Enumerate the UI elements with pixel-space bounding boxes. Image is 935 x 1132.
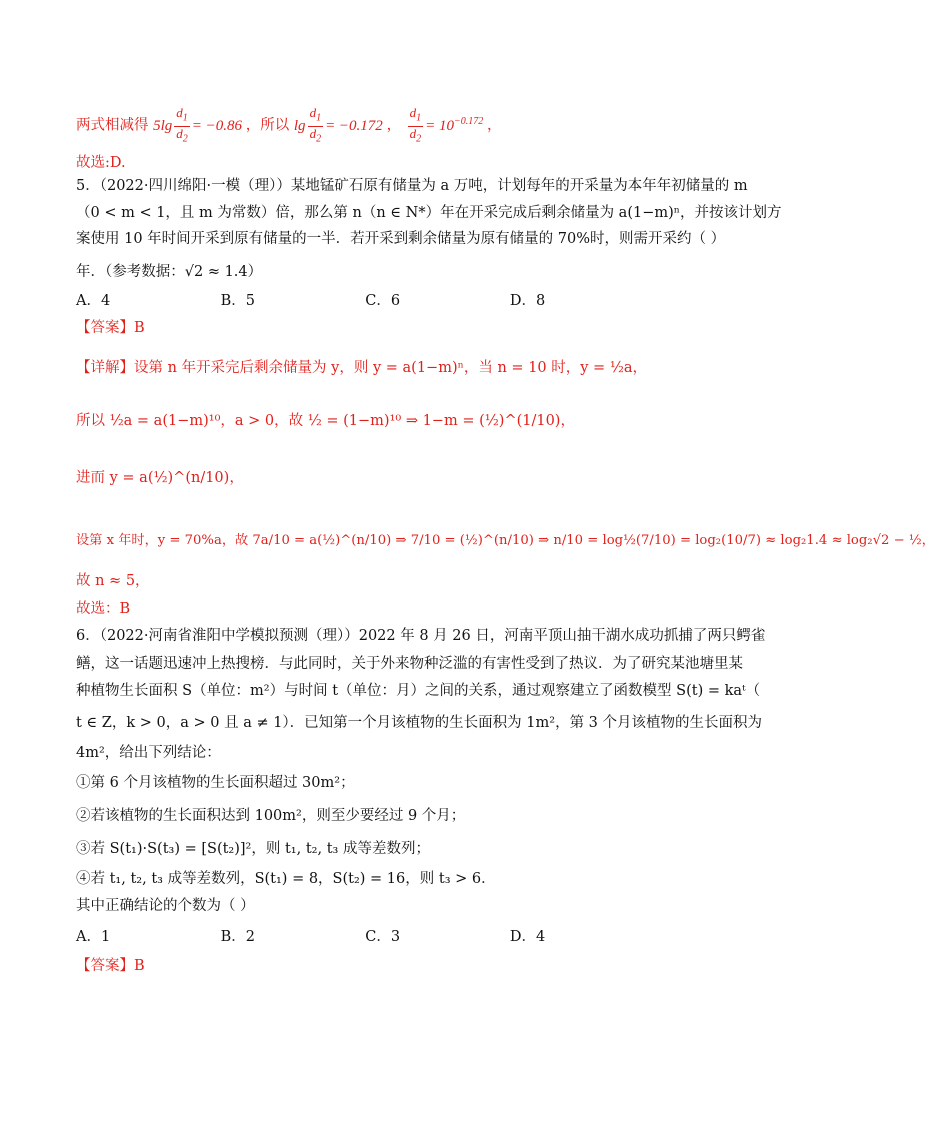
q6-conclusion-3: ③若 S(t₁)·S(t₃) = [S(t₂)]²，则 t₁, t₂, t₃ 成等差数列； xyxy=(76,841,430,857)
q5-answer: 【答案】B xyxy=(76,320,145,336)
text: ， xyxy=(487,117,502,134)
q5-line-4: 年．（参考数据：√2 ≈ 1.4） xyxy=(76,264,263,280)
q5-option-b: B．5 xyxy=(220,293,255,309)
solution-line-subtraction xyxy=(76,106,740,146)
q6-conclusion-2: ②若该植物的生长面积达到 100m²，则至少要经过 9 个月； xyxy=(76,808,466,824)
q5-options xyxy=(76,290,740,312)
q6-line-2: 鳝，这一话题迅速冲上热搜榜．与此同时，关于外来物种泛滥的有害性受到了热议．为了研究某池塘里某 xyxy=(76,656,743,672)
q6-line-4: t ∈ Z，k > 0，a > 0 且 a ≠ 1）．已知第一个月该植物的生长面积为 1m²，第 3 个月该植物的生长面积为 xyxy=(76,715,763,731)
q6-options xyxy=(76,926,740,948)
q5-detail-5: 故 n ≈ 5， xyxy=(76,573,150,589)
q5-detail-2: 所以 ½a = a(1−m)¹⁰，a > 0，故 ½ = (1−m)¹⁰ ⇒ 1−m = (½)^(1/10)， xyxy=(76,413,575,429)
q6-option-c: C．3 xyxy=(365,929,401,945)
q6-answer: 【答案】B xyxy=(76,958,145,974)
q5-result: 故选：B xyxy=(76,601,131,617)
text: ， xyxy=(386,117,402,134)
q5-line-2: （0 < m < 1，且 m 为常数）倍，那么第 n（n ∈ N*）年在开采完成后剩余储量为 a(1−m)ⁿ，并按该计划方 xyxy=(76,205,782,221)
q6-line-5: 4m²，给出下列结论： xyxy=(76,745,221,761)
answer-d: 故选:D. xyxy=(76,155,126,171)
q5-detail-3: 进而 y = a(½)^(n/10)， xyxy=(76,470,244,486)
q5-line-3: 案使用 10 年时间开采到原有储量的一半．若开采到剩余储量为原有储量的 70%时，则需开采约（ ） xyxy=(76,231,726,247)
q5-option-c: C．6 xyxy=(365,293,401,309)
q5-detail-1: 【详解】设第 n 年开采完后剩余储量为 y，则 y = a(1−m)ⁿ，当 n = 10 时，y = ½a， xyxy=(76,360,648,376)
q6-line-1: 6．（2022·河南省淮阳中学模拟预测（理））2022 年 8 月 26 日，河南平顶山抽干湖水成功抓捕了两只鳄雀 xyxy=(76,628,766,644)
q6-option-a: A．1 xyxy=(76,929,111,945)
formula-lg: lg $\frac{d_1}{d_2}$ = −0.172 xyxy=(293,105,383,145)
text: ，所以 xyxy=(245,117,290,134)
q6-option-d: D．4 xyxy=(509,929,546,945)
q5-detail-4: 设第 x 年时，y = 70%a，故 7a/10 = a(½)^(n/10) ⇒ 7/10 = (½)^(n/10) ⇒ n/10 = log½(7/10) = log₂(10/7) ≈ log₂1.4 ≈ log₂√2 − ½， xyxy=(76,533,935,548)
q6-conclusion-1: ①第 6 个月该植物的生长面积超过 30m²； xyxy=(76,775,355,791)
q5-option-d: D．8 xyxy=(509,293,546,309)
text: 两式相减得 xyxy=(76,117,149,134)
formula-5lg: 5lg $\frac{d_1}{d_2}$ = −0.86 xyxy=(153,105,243,145)
q5-option-a: A．4 xyxy=(76,293,111,309)
q6-question: 其中正确结论的个数为（ ） xyxy=(76,898,255,914)
q6-conclusion-4: ④若 t₁, t₂, t₃ 成等差数列，S(t₁) = 8，S(t₂) = 16，则 t₃ > 6． xyxy=(76,871,496,887)
q6-line-3: 种植物生长面积 S（单位：m²）与时间 t（单位：月）之间的关系，通过观察建立了函数模型 S(t) = kaᵗ（ xyxy=(76,683,761,699)
q6-option-b: B．2 xyxy=(220,929,255,945)
q5-line-1: 5．（2022·四川绵阳·一模（理））某地锰矿石原有储量为 a 万吨，计划每年的开采量为本年年初储量的 m xyxy=(76,178,748,194)
formula-ratio: $\frac{d_1}{d_2}$ = $10^{-0.172}$ xyxy=(409,105,484,145)
